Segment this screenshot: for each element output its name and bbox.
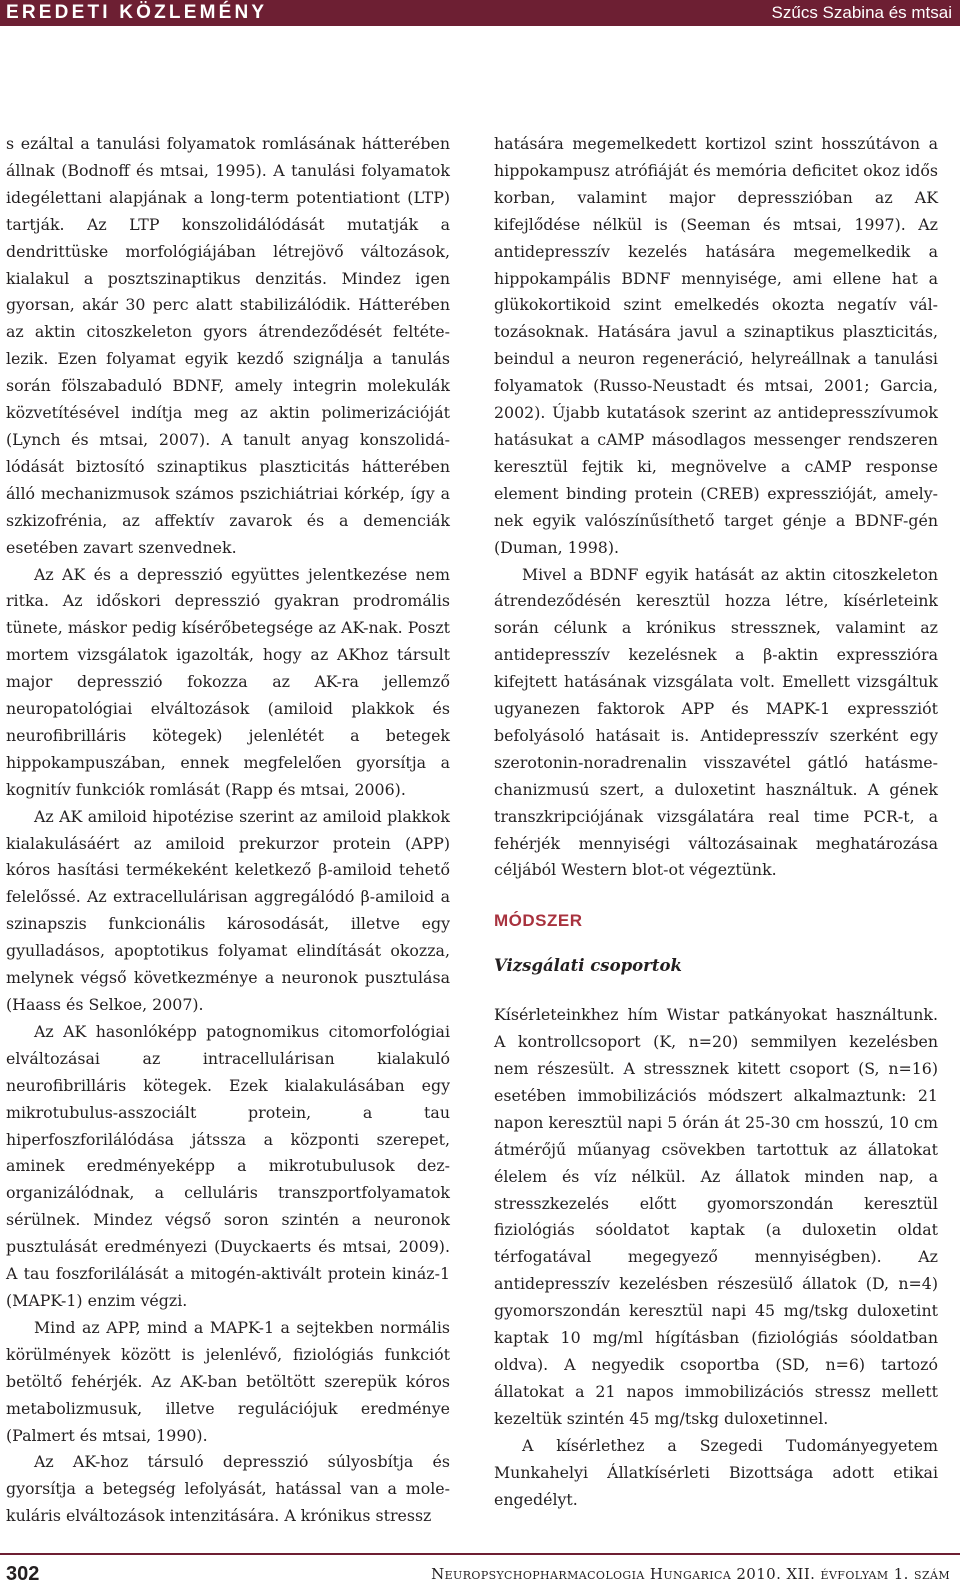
section-label: EREDETI KÖZLEMÉNY — [6, 2, 268, 23]
body-paragraph: hatására megemelkedett kortizol szint hosszútávon a hippokampusz atrófiáját és memória deficitet okoz idős korban, valamint major depresszióban az AK kifejlődése nélkül is (Seeman és mtsai, 1997). Az antidepresszív kezelés hatására megemelkedik a hippokampális BDNF mennyisége, ami ellene hat a glükokortikoid szint emelkedés okozta negatív változásoknak. Hatására javul a szinaptikus plaszticitás, beindul a neuron regeneráció, helyreállnak a tanulási folyamatok (Russo-Neustadt és mtsai, 2001; Garcia, 2002). Újabb kutatások szerint az antidepresszívumok hatásukat a cAMP másodlagos messenger rendszeren keresztül fejtik ki, megnövelve a cAMP response element binding protein (CREB) expresszióját, amelynek egyik valószínűsíthető target génje a BDNF-gén (Duman, 1998). — [494, 134, 938, 557]
page-number: 302 — [6, 1563, 40, 1585]
body-paragraph: Az AK amiloid hipotézise szerint az amiloid plakkok kialakulásáért az amiloid prekurzor protein (APP) kóros hasítási termékeként keletkező β-amiloid tehető felelőssé. Az extracellulárisan aggregálódó β-amiloid a szinapszis funkcionális károsodását, illetve egy gyulladásos, apoptotikus folyamat elindítását okozza, melynek végső következménye a neuronok pusztulása (Haass és Selkoe, 2007). — [6, 806, 450, 1014]
body-paragraph: s ezáltal a tanulási folyamatok romlásának hátterében állnak (Bodnoff és mtsai, 1995). A tanulási folyamatok idegélettani alapjának a long-term potentiationt (LTP) tartják. Az LTP konszolidálódását mutatják a dendrittüske morfológiájában létrejövő változások, kialakul a posztszinaptikus denzitás. Mindez igen gyorsan, akár 30 perc alatt stabilizálódik. Hátterében az aktin citoszkeleton gyors átrendeződését feltételezik. Ezen folyamat egyik kezdő szignálja a tanulás során fölszabaduló BDNF, amely integrin molekulák közvetítésével indítja meg az aktin polimerizációját (Lynch és mtsai, 2007). A tanult anyag konszolidálódását biztosító szinaptikus plaszticitás hátterében álló mechanizmusok számos pszichiátriai kórkép, így a szkizofrénia, az affektív zavarok és a demenciák esetében zavart szenvednek. — [6, 134, 450, 557]
body-paragraph: Mivel a BDNF egyik hatását az aktin citoszkeleton átrendeződésén keresztül hozza létre, kísérleteink során célunk a krónikus stressznek, valamint az antidepresszív kezelésnek a β-aktin expresszióra kifejtett hatásának vizsgálata volt. Emellett vizsgáltuk ugyanezen faktorok APP és MAPK-1 expressziót befolyásoló hatásait is. Antidepresszív szerként egy szerotonin-noradrenalin visszavétel gátló hatásmechanizmusú szert, a duloxetint használtuk. A gének transzkripciójának vizsgálatára real time PCR-t, a fehérjék mennyiségi változásainak meghatározása céljából Western blot-ot végeztünk. — [494, 564, 938, 880]
footer-divider — [0, 1553, 960, 1555]
body-paragraph: Kísérleteinkhez hím Wistar patkányokat használtunk. A kontrollcsoport (K, n=20) semmilyen kezelésben nem részesült. A stressznek kitett csoport (S, n=16) esetében immobilizációs módszert alkalmaztunk: 21 napon keresztül napi 5 órán át 25-30 cm hosszú, 10 cm átmérőjű műanyag csövekben tartottuk az állatokat élelem és víz nélkül. Az állatok minden nap, a stresszkezelés előtt gyomorszondán keresztül fiziológiás sóoldatot kaptak (a duloxetin oldat térfogatával megegyező mennyiségben). Az antidepresszív kezelésben részesülő állatok (D, n=4) gyomorszondán keresztül napi 45 mg/tskg duloxetint kaptak 10 mg/ml hígításban (fiziológiás sóoldatban oldva). A negyedik csoportba (SD, n=6) tartozó állatokat a 21 napos immobilizációs stressz mellett kezeltük szintén 45 mg/tskg duloxetinnel. — [494, 1005, 938, 1428]
running-authors: Szűcs Szabina és mtsai — [771, 3, 952, 22]
running-header — [0, 0, 960, 26]
journal-citation: Neuropsychopharmacologia Hungarica 2010. XII. évfolyam 1. szám — [431, 1565, 950, 1583]
left-column — [6, 131, 450, 1530]
page-footer — [0, 1553, 960, 1590]
subsection-heading: Vizsgálati csoportok — [494, 956, 682, 976]
section-heading-methods: MÓDSZER — [494, 911, 583, 931]
body-paragraph: Mind az APP, mind a MAPK-1 a sejtekben normális körülmények között is jelenlévő, fiziológiás funkciót betöltő fehérjék. Az AK-ban betöltött szerepük kóros metabolizmusuk, illetve regulációjuk eredménye (Palmert és mtsai, 1990). — [6, 1317, 450, 1445]
body-paragraph: Az AK és a depresszió együttes jelentkezése nem ritka. Az időskori depresszió gyakran prodromális tünete, máskor pedig kísérőbetegsége az AK-nak. Poszt mortem vizsgálatok igazolták, hogy az AKhoz társult major depresszió fokozza az AK-ra jellemző neuropatológiai elváltozások (amiloid plakkok és neurofibrilláris kötegek) jelenlétét a betegek hippokampuszában, ennek megfelelően gyorsítja a kognitív funkciók romlását (Rapp és mtsai, 2006). — [6, 564, 450, 799]
right-column — [494, 131, 938, 1513]
body-paragraph: Az AK-hoz társuló depresszió súlyosbítja és gyorsítja a betegség lefolyását, hatással van a molekuláris elváltozások intenzitására. A krónikus stressz — [6, 1452, 450, 1526]
body-paragraph: Az AK hasonlóképp patognomikus citomorfológiai elváltozásai az intracellulárisan kialakuló neurofibrilláris kötegek. Ezek kialakulásában egy mikrotubulus-asszociált protein, a tau hiperfoszforilálódása játssza a központi szerepet, aminek eredményeképp a mikrotubulusok dezorganizálódnak, a celluláris transzportfolyamatok sérülnek. Mindez végső soron szintén a neuronok pusztulását eredményezi (Duyckaerts és mtsai, 2009). A tau foszforilálását a mitogén-aktivált protein kináz-1 (MAPK-1) enzim végzi. — [6, 1021, 450, 1310]
body-paragraph: A kísérlethez a Szegedi Tudományegyetem Munkahelyi Állatkísérleti Bizottsága adott etikai engedélyt. — [494, 1435, 938, 1509]
